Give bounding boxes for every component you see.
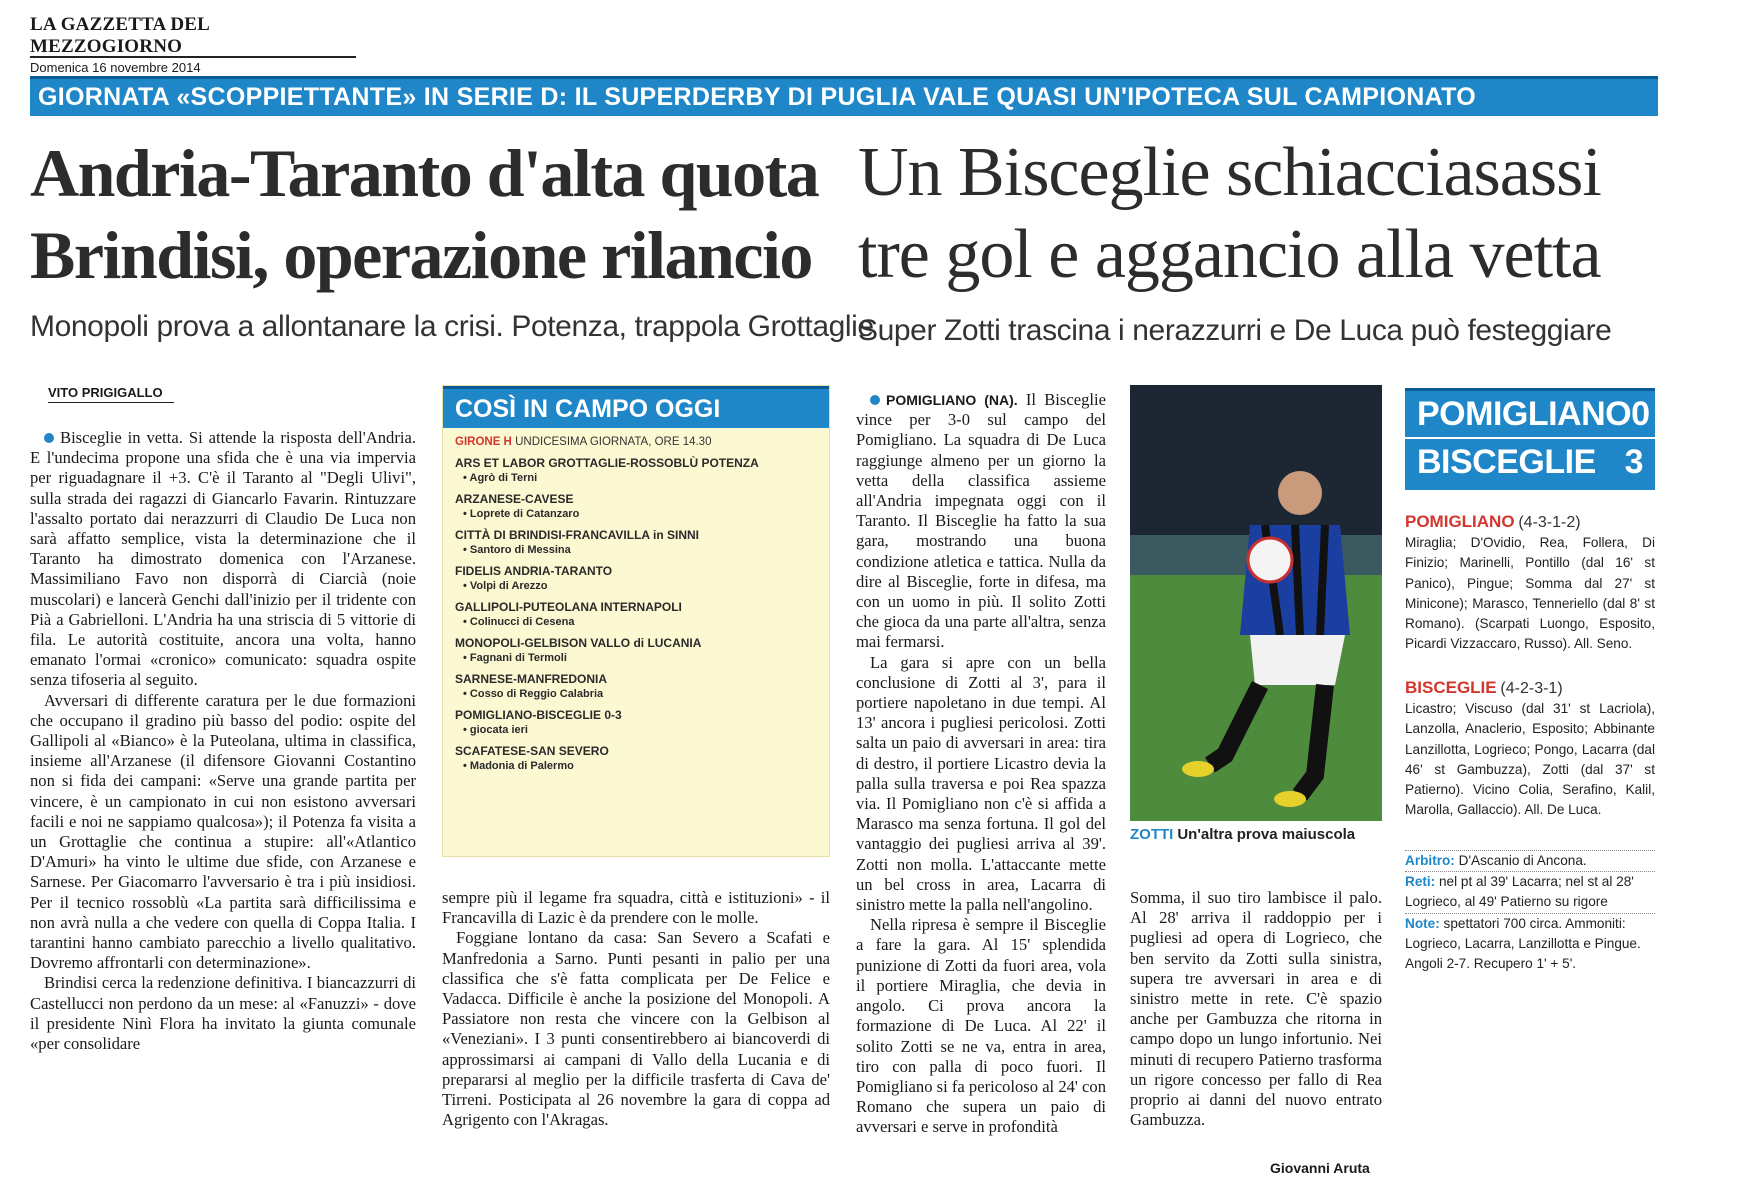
fixture-item: MONOPOLI-GELBISON VALLO di LUCANIA • Fagnani di Termoli (455, 636, 702, 664)
dateline: POMIGLIANO (NA). (886, 392, 1018, 408)
right-headline (858, 132, 1601, 296)
home-lineup-team: POMIGLIANO (1405, 512, 1515, 531)
fixtures-box-title: COSÌ IN CAMPO OGGI (455, 395, 721, 423)
home-lineup-players: Miraglia; D'Ovidio, Rea, Follera, Di Finizio; Marinelli, Pontillo (dal 16' st Panico), Pingue; Somma dal 27' st Minicone); Marasco, Tenneriello (dal 8' st Romano). (Scarpati Luongo, Esposito, Picardi Vizzaccaro, Russo). All. Seno. (1405, 535, 1655, 652)
home-team-name: POMIGLIANO (1417, 395, 1632, 433)
left-subhead: Monopoli prova a allontanare la crisi. Potenza, trappola Grottaglie (30, 310, 874, 343)
bullet-dot-icon (44, 433, 54, 443)
fixtures-box (442, 385, 830, 857)
paragraph: La gara si apre con un bella conclusione di Zotti al 3', para il portiere napoletano in due tempi. Al 13' ancora i pugliesi pericolosi. Zotti salta un paio di avversari in area: tira di destro, il portiere Licastro devia la palla sulla traversa e poi Rea spazza via. Il Pomigliano non c'è si affida a Marasco ma senza fortuna. Il gol del vantaggio dei pugliesi arriva al 39'. Zotti non molla. L'attaccante mette un bel cross in area, Lacarra di sinistro mette la palla nell'angolino. (856, 652, 1106, 915)
note-line: Note: spettatori 700 circa. Ammoniti: Logrieco, Lacarra, Lanzillotta e Pingue. Angoli 2-7. Recupero 1' + 5'. (1405, 913, 1655, 975)
player-illustration (1130, 385, 1382, 821)
scoreboard-home-row (1405, 391, 1655, 439)
fixture-item: ARZANESE-CAVESE • Loprete di Catanzaro (455, 492, 580, 520)
bullet-dot-icon (870, 395, 880, 405)
article-column-1 (30, 428, 416, 1054)
match-info (1405, 850, 1655, 974)
away-lineup (1405, 678, 1655, 820)
section-banner (30, 76, 1658, 116)
away-lineup-team: BISCEGLIE (1405, 678, 1497, 697)
fixture-item: GALLIPOLI-PUTEOLANA INTERNAPOLI • Colinucci di Cesena (455, 600, 682, 628)
left-headline-line1: Andria-Taranto d'alta quota (30, 135, 819, 211)
away-lineup-formation: (4-2-3-1) (1500, 680, 1563, 697)
arbitro-line: Arbitro: D'Ascanio di Ancona. (1405, 850, 1655, 871)
away-lineup-players: Licastro; Viscuso (dal 31' st Lacriola), Lanzolla, Anaclerio, Esposito; Abbinante Lanzillotta, Logrieco; Pongo, Lacarra (dal 46' st Gambuzza), Zotti (dal 37' st Patierno). Vicino Colia, Serafino, Kalil, Marolla, Gallaccio). All. De Luca. (1405, 701, 1655, 818)
article-column-3 (856, 390, 1106, 1138)
right-headline-line2: tre gol e aggancio alla vetta (858, 216, 1601, 293)
left-headline (30, 132, 818, 296)
scoreboard (1405, 388, 1655, 490)
fixture-item: POMIGLIANO-BISCEGLIE 0-3 • giocata ieri (455, 708, 622, 736)
home-lineup-formation: (4-3-1-2) (1518, 514, 1581, 531)
home-lineup (1405, 512, 1655, 654)
scoreboard-away-row (1405, 439, 1655, 485)
reti-line: Reti: nel pt al 39' Lacarra; nel st al 28' Logrieco, al 49' Patierno su rigore (1405, 871, 1655, 912)
photo-caption (1130, 826, 1390, 843)
fixtures-box-header (443, 386, 829, 428)
masthead (30, 14, 356, 75)
home-team-score: 0 (1631, 395, 1650, 433)
fixture-item: FIDELIS ANDRIA-TARANTO • Volpi di Arezzo (455, 564, 613, 592)
player-photo (1130, 385, 1382, 821)
right-headline-line1: Un Bisceglie schiacciasassi (858, 134, 1601, 211)
away-team-score: 3 (1624, 443, 1643, 481)
caption-text: Un'altra prova maiuscola (1177, 826, 1356, 843)
paragraph: Avversari di differente caratura per le due formazioni che occupano il gradino più basso del podio: ospite del Gallipoli al «Bianco» è la Puteolana, ultima in classifica, insieme all'Arzanese (il difensore Giovanni Costantino non si fida dei campani: «Serve una grande partita per vincere, è un campionato in cui non esistono avversari facili e noi ne sappiamo qualcosa»); il Potenza fa visita a un Grottaglie che continua a stupire: all'«Atlantico D'Amuri» ha vinto le ultime due sfide, con Arzanese e Sarnese. Per Giacomarro l'avversario è tra i più insidiosi. Per il tecnico rossoblù «La partita sarà difficilissima e non avrà nulla a che vedere con quella di Coppa Italia. I tarantini hanno cambiato parecchio a livello qualitativo. Dovremo affrontarli con determinazione». (30, 690, 416, 973)
issue-date: Domenica 16 novembre 2014 (30, 60, 201, 75)
article-column-4 (1130, 888, 1382, 1130)
banner-text: GIORNATA «SCOPPIETTANTE» IN SERIE D: IL SUPERDERBY DI PUGLIA VALE QUASI UN'IPOTECA SUL CAMPIONATO (38, 83, 1476, 111)
paragraph: POMIGLIANO (NA). Il Bisceglie vince per 3-0 sul campo del Pomigliano. La squadra di De Luca raggiunge almeno per un giorno la vetta della classifica assieme all'Andria impegnata oggi con il Taranto. Il Bisceglie ha fatto la sua gara, mostrando una buona condizione atletica e tattica. Nulla da dire al Bisceglie, forte in difesa, ma con un uomo in più. Il solito Zotti che gioca da una parte all'altra, senza mai fermarsi. (856, 390, 1106, 652)
author-signature: Giovanni Aruta (1270, 1160, 1370, 1176)
paragraph: Nella ripresa è sempre il Bisceglie a fare la gara. Al 15' splendida punizione di Zotti da fuori area, vola il portiere Miraglia, che devia in angolo. Ci prova ancora la formazione di De Luca. Al 22' il solito Zotti se ne va, entra in area, tiro con palla di poco fuori. Il Pomigliano si fa pericoloso al 24' con Romano che supera un paio di avversari e serve in profondità (856, 915, 1107, 1137)
paragraph: Bisceglie in vetta. Si attende la risposta dell'Andria. E l'undecima propone una sfida che è una via impervia per riguadagnare il +3. C'è il Taranto al "Degli Ulivi", sulla strada dei ragazzi di Giancarlo Favarin. Rintuzzare l'assalto portato dai nerazzurri di Claudio De Luca non sarà affatto semplice, vista la determinazione che il Taranto ha dimostrato domenica con l'Arzanese. Massimiliano Favo non disporrà di Ciarcià (noie muscolari) e lancerà Genchi dall'inizio per il tridente con Pià a Gabrielloni. L'Andria ha una striscia di 5 vittorie di fila. Le autorità costituite, ancora una volta, hanno emanato l'ormai «cronico» comunicato: squadra ospite senza tifoseria al seguito. (30, 428, 416, 690)
paragraph: Brindisi cerca la redenzione definitiva. I biancazzurri di Castellucci non perdono da un mese: al «Fanuzzi» - dove il presidente Ninì Flora ha invitato la giunta comunale «per consolidare (30, 973, 416, 1054)
paper-name: LA GAZZETTA DEL MEZZOGIORNO (30, 14, 209, 57)
fixture-item: CITTÀ DI BRINDISI-FRANCAVILLA in SINNI • Santoro di Messina (455, 528, 699, 556)
away-team-name: BISCEGLIE (1417, 443, 1596, 481)
fixture-item: SCAFATESE-SAN SEVERO • Madonia di Palermo (455, 744, 609, 772)
caption-name: ZOTTI (1130, 826, 1174, 843)
paragraph: Foggiane lontano da casa: San Severo a Scafati e Manfredonia a Sarno. Punti pesanti in palio per una classifica che s'è fatta complicata per De Felice e Vadacca. Difficile è anche la posizione del Monopoli. A Passiatore non resta che vincere con la Gelbison al «Veneziani». I 3 punti consentirebbero ai biancoverdi di approssimarsi ai campani di Vallo della Lucania e di prepararsi al meglio per la difficile trasferta di Cava de' Tirreni. Posticipata al 26 novembre la gara di coppa ad Agrigento con l'Akragas. (442, 928, 830, 1130)
left-headline-line2: Brindisi, operazione rilancio (30, 217, 812, 293)
fixtures-girone: GIRONE H UNDICESIMA GIORNATA, ORE 14.30 (455, 436, 712, 448)
fixture-item: ARS ET LABOR GROTTAGLIE-ROSSOBLÙ POTENZA • Agrò di Terni (455, 456, 759, 484)
paragraph: sempre più il legame fra squadra, città e istituzioni» - il Francavilla di Lazic è da prendere con le molle. (442, 888, 830, 928)
right-subhead: Super Zotti trascina i nerazzurri e De Luca può festeggiare (858, 314, 1612, 347)
byline: VITO PRIGIGALLO (48, 385, 174, 403)
article-column-2 (442, 888, 830, 1130)
paragraph: Somma, il suo tiro lambisce il palo. Al 28' arriva il raddoppio per i pugliesi ad opera di Logrieco, che ben servito da Zotti sulla sinistra, supera tre avversari in area e di sinistro mette in rete. C'è spazio anche per Gambuzza che ritorna in campo dopo un lungo infortunio. Nei minuti di recupero Patierno trasforma un rigore concesso per fallo di Rea proprio ai danni del nuovo entrato Gambuzza. (1130, 888, 1382, 1130)
fixture-item: SARNESE-MANFREDONIA • Cosso di Reggio Calabria (455, 672, 608, 700)
